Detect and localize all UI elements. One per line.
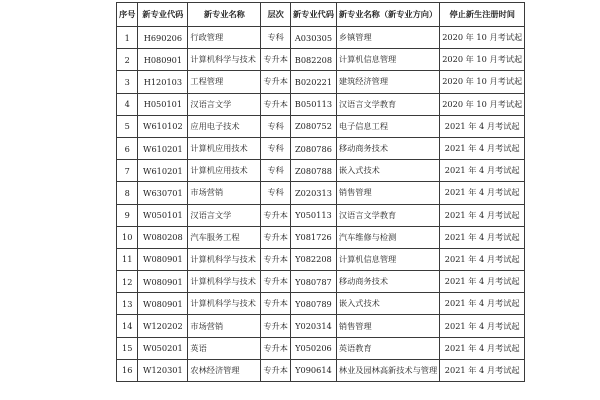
cell-stop-time: 2020 年 10 月考试起 (440, 27, 525, 49)
cell-new-name: 销售管理 (336, 182, 439, 204)
cell-new-name: 林业及园林高新技术与管理 (336, 359, 439, 381)
cell-stop-time: 2021 年 4 月考试起 (440, 115, 525, 137)
cell-new-name: 计算机信息管理 (336, 248, 439, 270)
cell-old-name: 计算机科学与技术 (188, 49, 261, 71)
cell-old-code: H120103 (138, 71, 188, 93)
cell-stop-time: 2021 年 4 月考试起 (440, 315, 525, 337)
cell-new-name: 英语教育 (336, 337, 439, 359)
cell-level: 专科 (261, 137, 291, 159)
cell-seq: 8 (117, 182, 138, 204)
cell-level: 专升本 (261, 315, 291, 337)
cell-level: 专科 (261, 160, 291, 182)
header-old-name: 新专业名称 (188, 3, 261, 27)
table-row (117, 160, 525, 182)
cell-seq: 13 (117, 293, 138, 315)
table-row (117, 359, 525, 381)
cell-seq: 11 (117, 248, 138, 270)
cell-new-name: 汽车维修与检测 (336, 226, 439, 248)
cell-seq: 5 (117, 115, 138, 137)
cell-old-code: W050101 (138, 204, 188, 226)
table-row (117, 27, 525, 49)
table-row (117, 315, 525, 337)
cell-level: 专升本 (261, 71, 291, 93)
cell-new-code: Y080789 (290, 293, 336, 315)
major-change-table (116, 2, 525, 382)
header-level: 层次 (261, 3, 291, 27)
cell-new-code: Z020313 (290, 182, 336, 204)
cell-level: 专科 (261, 182, 291, 204)
cell-new-name: 计算机信息管理 (336, 49, 439, 71)
cell-level: 专科 (261, 27, 291, 49)
cell-level: 专升本 (261, 226, 291, 248)
cell-seq: 4 (117, 93, 138, 115)
table-row (117, 137, 525, 159)
cell-level: 专升本 (261, 337, 291, 359)
table-row (117, 248, 525, 270)
cell-old-name: 汽车服务工程 (188, 226, 261, 248)
table-row (117, 226, 525, 248)
cell-new-name: 嵌入式技术 (336, 160, 439, 182)
cell-level: 专升本 (261, 293, 291, 315)
cell-stop-time: 2021 年 4 月考试起 (440, 160, 525, 182)
header-seq: 序号 (117, 3, 138, 27)
cell-seq: 3 (117, 71, 138, 93)
cell-seq: 9 (117, 204, 138, 226)
table-row (117, 182, 525, 204)
table-row (117, 71, 525, 93)
cell-old-code: W120202 (138, 315, 188, 337)
cell-old-code: W610102 (138, 115, 188, 137)
header-new-code: 新专业代码 (290, 3, 336, 27)
cell-stop-time: 2021 年 4 月考试起 (440, 226, 525, 248)
cell-old-name: 工程管理 (188, 71, 261, 93)
table-row (117, 115, 525, 137)
cell-old-name: 计算机科学与技术 (188, 271, 261, 293)
cell-old-name: 行政管理 (188, 27, 261, 49)
table-row (117, 49, 525, 71)
table-row (117, 204, 525, 226)
cell-old-name: 农林经济管理 (188, 359, 261, 381)
cell-old-code: W050201 (138, 337, 188, 359)
cell-level: 专升本 (261, 93, 291, 115)
cell-new-code: A030305 (290, 27, 336, 49)
table-row (117, 337, 525, 359)
cell-old-code: W610201 (138, 137, 188, 159)
cell-old-code: W080208 (138, 226, 188, 248)
cell-new-code: Y020314 (290, 315, 336, 337)
cell-old-code: H080901 (138, 49, 188, 71)
cell-old-code: W080901 (138, 271, 188, 293)
cell-old-name: 计算机科学与技术 (188, 248, 261, 270)
cell-new-name: 销售管理 (336, 315, 439, 337)
cell-stop-time: 2021 年 4 月考试起 (440, 182, 525, 204)
cell-old-code: W630701 (138, 182, 188, 204)
cell-old-name: 计算机应用技术 (188, 160, 261, 182)
cell-seq: 16 (117, 359, 138, 381)
cell-old-name: 计算机应用技术 (188, 137, 261, 159)
cell-old-name: 市场营销 (188, 182, 261, 204)
cell-old-name: 应用电子技术 (188, 115, 261, 137)
cell-seq: 6 (117, 137, 138, 159)
cell-new-code: B020221 (290, 71, 336, 93)
cell-level: 专升本 (261, 49, 291, 71)
header-row (117, 3, 525, 27)
cell-seq: 12 (117, 271, 138, 293)
cell-stop-time: 2021 年 4 月考试起 (440, 337, 525, 359)
cell-level: 专升本 (261, 248, 291, 270)
table-row (117, 293, 525, 315)
cell-old-name: 英语 (188, 337, 261, 359)
table-row (117, 93, 525, 115)
cell-seq: 14 (117, 315, 138, 337)
cell-new-code: Y082208 (290, 248, 336, 270)
cell-stop-time: 2021 年 4 月考试起 (440, 359, 525, 381)
cell-old-name: 计算机科学与技术 (188, 293, 261, 315)
cell-seq: 10 (117, 226, 138, 248)
cell-level: 专升本 (261, 359, 291, 381)
cell-stop-time: 2021 年 4 月考试起 (440, 137, 525, 159)
cell-new-code: Z080788 (290, 160, 336, 182)
cell-level: 专升本 (261, 271, 291, 293)
cell-stop-time: 2021 年 4 月考试起 (440, 293, 525, 315)
cell-new-name: 乡镇管理 (336, 27, 439, 49)
cell-new-code: Y050113 (290, 204, 336, 226)
cell-old-name: 汉语言文学 (188, 93, 261, 115)
cell-level: 专科 (261, 115, 291, 137)
cell-old-code: W120301 (138, 359, 188, 381)
cell-old-code: W080901 (138, 293, 188, 315)
cell-old-name: 市场营销 (188, 315, 261, 337)
cell-new-code: Y090614 (290, 359, 336, 381)
cell-stop-time: 2021 年 4 月考试起 (440, 271, 525, 293)
cell-new-code: Y050206 (290, 337, 336, 359)
cell-stop-time: 2020 年 10 月考试起 (440, 71, 525, 93)
cell-new-name: 汉语言文学教育 (336, 93, 439, 115)
table-row (117, 271, 525, 293)
cell-seq: 2 (117, 49, 138, 71)
cell-stop-time: 2021 年 4 月考试起 (440, 248, 525, 270)
cell-new-name: 移动商务技术 (336, 271, 439, 293)
cell-new-name: 电子信息工程 (336, 115, 439, 137)
cell-level: 专升本 (261, 204, 291, 226)
cell-old-code: H690206 (138, 27, 188, 49)
header-new-name: 新专业名称（新专业方向） (336, 3, 439, 27)
header-stop-time: 停止新生注册时间 (440, 3, 525, 27)
header-old-code: 新专业代码 (138, 3, 188, 27)
cell-seq: 15 (117, 337, 138, 359)
cell-new-name: 建筑经济管理 (336, 71, 439, 93)
cell-new-code: B050113 (290, 93, 336, 115)
cell-new-name: 嵌入式技术 (336, 293, 439, 315)
cell-new-code: B082208 (290, 49, 336, 71)
cell-old-name: 汉语言文学 (188, 204, 261, 226)
cell-new-code: Y081726 (290, 226, 336, 248)
cell-stop-time: 2020 年 10 月考试起 (440, 93, 525, 115)
cell-new-code: Z080752 (290, 115, 336, 137)
cell-new-name: 汉语言文学教育 (336, 204, 439, 226)
cell-old-code: H050101 (138, 93, 188, 115)
cell-stop-time: 2020 年 10 月考试起 (440, 49, 525, 71)
cell-old-code: W610201 (138, 160, 188, 182)
cell-seq: 1 (117, 27, 138, 49)
cell-new-code: Z080786 (290, 137, 336, 159)
cell-old-code: W080901 (138, 248, 188, 270)
cell-new-code: Y080787 (290, 271, 336, 293)
cell-stop-time: 2021 年 4 月考试起 (440, 204, 525, 226)
cell-new-name: 移动商务技术 (336, 137, 439, 159)
cell-seq: 7 (117, 160, 138, 182)
